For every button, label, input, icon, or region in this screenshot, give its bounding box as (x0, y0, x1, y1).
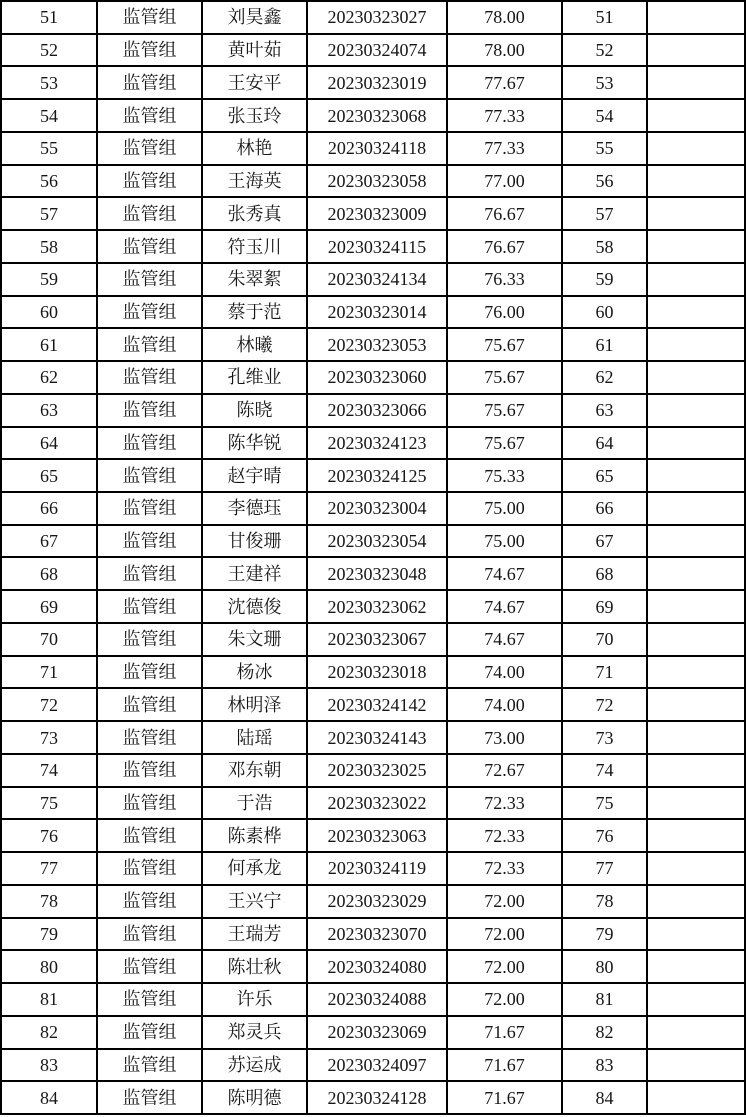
cell-candidate-name: 沈德俊 (202, 590, 307, 623)
table-row (1, 754, 745, 787)
cell-rank: 54 (562, 99, 647, 132)
table-row (1, 230, 745, 263)
cell-rank: 65 (562, 459, 647, 492)
cell-candidate-name: 孔维业 (202, 361, 307, 394)
cell-row-number: 62 (1, 361, 97, 394)
cell-exam-number: 20230323053 (307, 328, 447, 361)
cell-remark (647, 361, 745, 394)
cell-exam-number: 20230323029 (307, 885, 447, 918)
cell-score: 75.67 (447, 427, 562, 460)
cell-score: 77.33 (447, 99, 562, 132)
cell-group: 监管组 (97, 459, 202, 492)
cell-group: 监管组 (97, 492, 202, 525)
cell-exam-number: 20230324088 (307, 983, 447, 1016)
cell-remark (647, 787, 745, 820)
cell-rank: 67 (562, 525, 647, 558)
cell-row-number: 54 (1, 99, 97, 132)
cell-rank: 75 (562, 787, 647, 820)
cell-group: 监管组 (97, 1016, 202, 1049)
cell-group: 监管组 (97, 983, 202, 1016)
cell-group: 监管组 (97, 66, 202, 99)
cell-group: 监管组 (97, 950, 202, 983)
cell-exam-number: 20230323027 (307, 1, 447, 34)
cell-candidate-name: 刘昊鑫 (202, 1, 307, 34)
cell-remark (647, 1, 745, 34)
cell-exam-number: 20230323004 (307, 492, 447, 525)
cell-rank: 62 (562, 361, 647, 394)
cell-remark (647, 819, 745, 852)
cell-remark (647, 99, 745, 132)
cell-remark (647, 197, 745, 230)
cell-rank: 63 (562, 394, 647, 427)
cell-remark (647, 1016, 745, 1049)
table-row (1, 296, 745, 329)
cell-remark (647, 492, 745, 525)
table-row (1, 1016, 745, 1049)
cell-score: 76.67 (447, 230, 562, 263)
cell-rank: 60 (562, 296, 647, 329)
cell-exam-number: 20230323009 (307, 197, 447, 230)
table-row (1, 1081, 745, 1114)
cell-rank: 55 (562, 132, 647, 165)
cell-row-number: 55 (1, 132, 97, 165)
cell-exam-number: 20230323025 (307, 754, 447, 787)
cell-score: 72.00 (447, 950, 562, 983)
cell-exam-number: 20230323062 (307, 590, 447, 623)
cell-group: 监管组 (97, 623, 202, 656)
cell-exam-number: 20230323058 (307, 165, 447, 198)
table-row (1, 263, 745, 296)
cell-rank: 58 (562, 230, 647, 263)
cell-group: 监管组 (97, 1049, 202, 1082)
cell-exam-number: 20230324115 (307, 230, 447, 263)
cell-exam-number: 20230323022 (307, 787, 447, 820)
cell-remark (647, 263, 745, 296)
cell-row-number: 57 (1, 197, 97, 230)
cell-group: 监管组 (97, 852, 202, 885)
cell-candidate-name: 郑灵兵 (202, 1016, 307, 1049)
cell-candidate-name: 甘俊珊 (202, 525, 307, 558)
cell-group: 监管组 (97, 132, 202, 165)
cell-row-number: 71 (1, 656, 97, 689)
cell-remark (647, 427, 745, 460)
cell-rank: 57 (562, 197, 647, 230)
cell-group: 监管组 (97, 394, 202, 427)
cell-remark (647, 688, 745, 721)
cell-group: 监管组 (97, 1081, 202, 1114)
cell-candidate-name: 陈华锐 (202, 427, 307, 460)
cell-remark (647, 165, 745, 198)
cell-rank: 52 (562, 34, 647, 67)
cell-group: 监管组 (97, 99, 202, 132)
cell-row-number: 81 (1, 983, 97, 1016)
cell-remark (647, 656, 745, 689)
cell-exam-number: 20230324143 (307, 721, 447, 754)
cell-exam-number: 20230323019 (307, 66, 447, 99)
cell-candidate-name: 杨冰 (202, 656, 307, 689)
cell-row-number: 74 (1, 754, 97, 787)
cell-rank: 56 (562, 165, 647, 198)
cell-row-number: 82 (1, 1016, 97, 1049)
cell-exam-number: 20230323060 (307, 361, 447, 394)
cell-rank: 84 (562, 1081, 647, 1114)
cell-row-number: 53 (1, 66, 97, 99)
cell-remark (647, 918, 745, 951)
cell-score: 71.67 (447, 1016, 562, 1049)
cell-score: 76.33 (447, 263, 562, 296)
table-row (1, 623, 745, 656)
cell-rank: 83 (562, 1049, 647, 1082)
cell-group: 监管组 (97, 590, 202, 623)
cell-score: 75.67 (447, 361, 562, 394)
cell-score: 72.33 (447, 852, 562, 885)
cell-candidate-name: 王建祥 (202, 557, 307, 590)
cell-candidate-name: 陈壮秋 (202, 950, 307, 983)
cell-candidate-name: 黄叶茹 (202, 34, 307, 67)
cell-remark (647, 754, 745, 787)
cell-remark (647, 328, 745, 361)
cell-score: 75.67 (447, 394, 562, 427)
cell-group: 监管组 (97, 885, 202, 918)
cell-group: 监管组 (97, 34, 202, 67)
table-row (1, 99, 745, 132)
cell-exam-number: 20230323066 (307, 394, 447, 427)
cell-group: 监管组 (97, 1, 202, 34)
cell-candidate-name: 林艳 (202, 132, 307, 165)
table-row (1, 1049, 745, 1082)
table-row (1, 819, 745, 852)
cell-score: 74.67 (447, 623, 562, 656)
table-row (1, 328, 745, 361)
cell-row-number: 76 (1, 819, 97, 852)
cell-row-number: 80 (1, 950, 97, 983)
table-row (1, 427, 745, 460)
cell-rank: 76 (562, 819, 647, 852)
cell-candidate-name: 蔡于范 (202, 296, 307, 329)
cell-group: 监管组 (97, 819, 202, 852)
cell-rank: 69 (562, 590, 647, 623)
cell-score: 73.00 (447, 721, 562, 754)
cell-remark (647, 459, 745, 492)
cell-exam-number: 20230323070 (307, 918, 447, 951)
cell-group: 监管组 (97, 427, 202, 460)
cell-exam-number: 20230323067 (307, 623, 447, 656)
cell-score: 75.00 (447, 492, 562, 525)
cell-remark (647, 557, 745, 590)
cell-rank: 82 (562, 1016, 647, 1049)
cell-score: 78.00 (447, 1, 562, 34)
cell-exam-number: 20230324080 (307, 950, 447, 983)
cell-remark (647, 852, 745, 885)
table-row (1, 394, 745, 427)
cell-score: 77.33 (447, 132, 562, 165)
cell-candidate-name: 朱文珊 (202, 623, 307, 656)
cell-exam-number: 20230323069 (307, 1016, 447, 1049)
cell-row-number: 59 (1, 263, 97, 296)
cell-candidate-name: 林曦 (202, 328, 307, 361)
cell-score: 72.00 (447, 918, 562, 951)
table-row (1, 361, 745, 394)
cell-rank: 68 (562, 557, 647, 590)
cell-rank: 61 (562, 328, 647, 361)
cell-group: 监管组 (97, 754, 202, 787)
cell-score: 72.00 (447, 885, 562, 918)
cell-row-number: 68 (1, 557, 97, 590)
cell-group: 监管组 (97, 328, 202, 361)
cell-candidate-name: 陈晓 (202, 394, 307, 427)
cell-score: 76.00 (447, 296, 562, 329)
cell-rank: 78 (562, 885, 647, 918)
cell-exam-number: 20230324074 (307, 34, 447, 67)
cell-score: 76.67 (447, 197, 562, 230)
cell-row-number: 84 (1, 1081, 97, 1114)
cell-exam-number: 20230324125 (307, 459, 447, 492)
cell-remark (647, 590, 745, 623)
table-row (1, 492, 745, 525)
cell-row-number: 60 (1, 296, 97, 329)
table-row (1, 197, 745, 230)
cell-remark (647, 394, 745, 427)
cell-rank: 70 (562, 623, 647, 656)
cell-row-number: 61 (1, 328, 97, 361)
cell-candidate-name: 何承龙 (202, 852, 307, 885)
cell-remark (647, 1081, 745, 1114)
cell-rank: 66 (562, 492, 647, 525)
cell-row-number: 67 (1, 525, 97, 558)
cell-row-number: 52 (1, 34, 97, 67)
cell-remark (647, 623, 745, 656)
cell-score: 74.00 (447, 688, 562, 721)
cell-rank: 59 (562, 263, 647, 296)
cell-candidate-name: 张玉玲 (202, 99, 307, 132)
cell-candidate-name: 王安平 (202, 66, 307, 99)
cell-exam-number: 20230323068 (307, 99, 447, 132)
cell-candidate-name: 林明泽 (202, 688, 307, 721)
table-row (1, 918, 745, 951)
cell-group: 监管组 (97, 263, 202, 296)
cell-candidate-name: 苏运成 (202, 1049, 307, 1082)
table-row (1, 34, 745, 67)
cell-score: 74.00 (447, 656, 562, 689)
cell-candidate-name: 邓东朝 (202, 754, 307, 787)
table-row (1, 688, 745, 721)
cell-row-number: 56 (1, 165, 97, 198)
cell-score: 74.67 (447, 590, 562, 623)
cell-candidate-name: 符玉川 (202, 230, 307, 263)
table-row (1, 590, 745, 623)
table-row (1, 950, 745, 983)
cell-row-number: 58 (1, 230, 97, 263)
cell-exam-number: 20230323048 (307, 557, 447, 590)
cell-rank: 73 (562, 721, 647, 754)
cell-remark (647, 296, 745, 329)
cell-row-number: 73 (1, 721, 97, 754)
cell-score: 72.33 (447, 819, 562, 852)
cell-group: 监管组 (97, 721, 202, 754)
cell-exam-number: 20230324123 (307, 427, 447, 460)
cell-exam-number: 20230324134 (307, 263, 447, 296)
cell-remark (647, 1049, 745, 1082)
cell-exam-number: 20230324128 (307, 1081, 447, 1114)
cell-group: 监管组 (97, 918, 202, 951)
cell-exam-number: 20230323014 (307, 296, 447, 329)
cell-rank: 77 (562, 852, 647, 885)
cell-score: 74.67 (447, 557, 562, 590)
cell-row-number: 63 (1, 394, 97, 427)
cell-score: 78.00 (447, 34, 562, 67)
cell-exam-number: 20230324097 (307, 1049, 447, 1082)
table-row (1, 557, 745, 590)
cell-group: 监管组 (97, 197, 202, 230)
cell-candidate-name: 李德珏 (202, 492, 307, 525)
cell-row-number: 69 (1, 590, 97, 623)
cell-candidate-name: 许乐 (202, 983, 307, 1016)
cell-row-number: 79 (1, 918, 97, 951)
cell-exam-number: 20230323054 (307, 525, 447, 558)
cell-score: 75.67 (447, 328, 562, 361)
cell-group: 监管组 (97, 787, 202, 820)
cell-row-number: 70 (1, 623, 97, 656)
cell-candidate-name: 王海英 (202, 165, 307, 198)
cell-exam-number: 20230323063 (307, 819, 447, 852)
cell-candidate-name: 陆瑶 (202, 721, 307, 754)
cell-remark (647, 885, 745, 918)
cell-score: 71.67 (447, 1081, 562, 1114)
cell-candidate-name: 于浩 (202, 787, 307, 820)
cell-candidate-name: 王兴宁 (202, 885, 307, 918)
cell-group: 监管组 (97, 165, 202, 198)
cell-row-number: 64 (1, 427, 97, 460)
cell-exam-number: 20230324142 (307, 688, 447, 721)
cell-exam-number: 20230324118 (307, 132, 447, 165)
cell-row-number: 66 (1, 492, 97, 525)
score-table-body (1, 1, 745, 1114)
cell-score: 77.00 (447, 165, 562, 198)
table-row (1, 852, 745, 885)
cell-candidate-name: 陈素桦 (202, 819, 307, 852)
cell-row-number: 72 (1, 688, 97, 721)
cell-row-number: 83 (1, 1049, 97, 1082)
cell-score: 77.67 (447, 66, 562, 99)
cell-candidate-name: 张秀真 (202, 197, 307, 230)
cell-score: 72.67 (447, 754, 562, 787)
cell-score: 71.67 (447, 1049, 562, 1082)
cell-group: 监管组 (97, 296, 202, 329)
cell-remark (647, 66, 745, 99)
cell-rank: 72 (562, 688, 647, 721)
cell-candidate-name: 朱翠絮 (202, 263, 307, 296)
cell-remark (647, 950, 745, 983)
cell-rank: 81 (562, 983, 647, 1016)
table-row (1, 885, 745, 918)
table-row (1, 459, 745, 492)
cell-group: 监管组 (97, 656, 202, 689)
table-row (1, 165, 745, 198)
cell-row-number: 65 (1, 459, 97, 492)
cell-remark (647, 721, 745, 754)
cell-score: 72.00 (447, 983, 562, 1016)
cell-rank: 64 (562, 427, 647, 460)
cell-row-number: 51 (1, 1, 97, 34)
cell-group: 监管组 (97, 688, 202, 721)
cell-group: 监管组 (97, 557, 202, 590)
cell-candidate-name: 陈明德 (202, 1081, 307, 1114)
table-row (1, 721, 745, 754)
cell-rank: 51 (562, 1, 647, 34)
cell-row-number: 78 (1, 885, 97, 918)
table-row (1, 66, 745, 99)
cell-remark (647, 34, 745, 67)
table-row (1, 525, 745, 558)
table-row (1, 132, 745, 165)
table-row (1, 983, 745, 1016)
cell-group: 监管组 (97, 525, 202, 558)
cell-candidate-name: 王瑞芳 (202, 918, 307, 951)
cell-exam-number: 20230323018 (307, 656, 447, 689)
cell-row-number: 75 (1, 787, 97, 820)
cell-score: 75.00 (447, 525, 562, 558)
cell-remark (647, 132, 745, 165)
table-row (1, 787, 745, 820)
cell-rank: 80 (562, 950, 647, 983)
cell-group: 监管组 (97, 230, 202, 263)
cell-score: 72.33 (447, 787, 562, 820)
table-row (1, 656, 745, 689)
cell-exam-number: 20230324119 (307, 852, 447, 885)
cell-rank: 71 (562, 656, 647, 689)
cell-remark (647, 983, 745, 1016)
cell-rank: 53 (562, 66, 647, 99)
cell-group: 监管组 (97, 361, 202, 394)
cell-rank: 79 (562, 918, 647, 951)
cell-row-number: 77 (1, 852, 97, 885)
cell-remark (647, 525, 745, 558)
cell-candidate-name: 赵宇晴 (202, 459, 307, 492)
cell-remark (647, 230, 745, 263)
cell-rank: 74 (562, 754, 647, 787)
cell-score: 75.33 (447, 459, 562, 492)
table-row (1, 1, 745, 34)
